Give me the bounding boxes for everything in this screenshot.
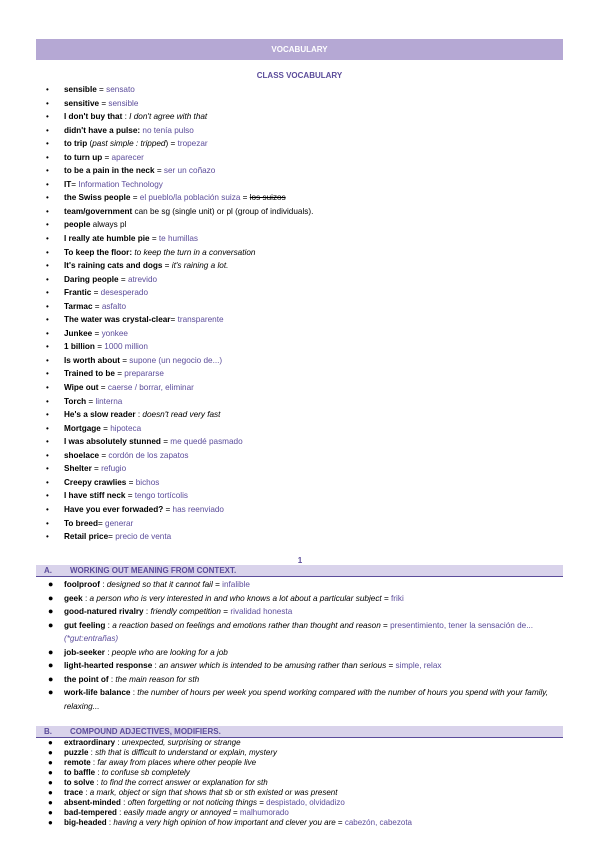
- separator: :: [120, 798, 128, 807]
- section-title: CLASS VOCABULARY: [256, 71, 343, 80]
- list-item: [48, 619, 568, 646]
- translation: asfalto: [101, 301, 126, 311]
- translation: supone (un negocio de...): [129, 355, 223, 365]
- section-b-list: [48, 738, 568, 828]
- term: the Swiss people: [64, 193, 131, 203]
- definition: easily made angry or annoyed: [123, 808, 231, 817]
- vocab-item: [44, 300, 564, 314]
- translation: Information Technology: [78, 179, 163, 189]
- translation: prepararse: [124, 369, 164, 379]
- definition: sth that is difficult to understand or explain, mystery: [95, 748, 277, 757]
- term: I don't buy that: [64, 112, 123, 122]
- bullet-icon: •: [46, 355, 49, 365]
- translation: sensible: [108, 98, 139, 108]
- bullet-icon: •: [46, 288, 49, 298]
- separator: :: [104, 647, 112, 657]
- separator: =: [102, 152, 112, 162]
- separator: =: [92, 328, 102, 338]
- vocabulary-list: [44, 83, 564, 544]
- bullet-icon: •: [46, 166, 49, 176]
- translation: precio de venta: [115, 532, 172, 542]
- separator: =: [91, 464, 102, 474]
- separator: :: [95, 768, 102, 777]
- bullet-icon: •: [46, 193, 49, 203]
- term: Junkee: [64, 328, 93, 338]
- term: absent-minded: [64, 798, 121, 807]
- term: people: [64, 220, 91, 230]
- term: Have you ever forwaded?: [64, 504, 164, 514]
- vocab-item: [44, 97, 564, 111]
- bullet-icon: •: [46, 179, 49, 189]
- definition: past simple : tripped: [92, 139, 166, 149]
- struck-translation: los suizos: [249, 193, 286, 203]
- translation: infalible: [222, 580, 250, 589]
- definition: designed so that it cannot fail: [106, 580, 213, 589]
- bullet-icon: ●: [48, 579, 54, 589]
- definition: to confuse sb completely: [101, 768, 190, 777]
- definition: I don't agree with that: [129, 112, 208, 122]
- bullet-icon: •: [46, 261, 49, 271]
- definition: having a very high opinion of how important and clever you are: [113, 818, 336, 827]
- translation: malhumorado: [239, 808, 289, 817]
- section-heading-text: WORKING OUT MEANING FROM CONTEXT.: [70, 566, 237, 575]
- vocab-item: [44, 449, 564, 463]
- vocab-item: [44, 340, 564, 354]
- bullet-icon: ●: [48, 646, 54, 657]
- term: remote: [64, 758, 91, 767]
- translation: linterna: [95, 396, 123, 406]
- vocab-item: [44, 313, 564, 327]
- translation: presentimiento, tener la sensación de...: [390, 620, 534, 630]
- definition: it's raining a lot.: [171, 261, 229, 271]
- translation: generar: [105, 518, 134, 528]
- term: To breed: [64, 518, 98, 528]
- vocab-item: [44, 286, 564, 300]
- term: He's a slow reader: [64, 410, 136, 420]
- separator: :: [115, 738, 122, 747]
- separator: =: [149, 234, 159, 244]
- list-item: [48, 798, 568, 808]
- separator: :: [116, 808, 124, 817]
- section-letter: B.: [44, 727, 52, 736]
- term: IT: [64, 179, 72, 189]
- translation: 1000 million: [104, 342, 148, 352]
- bullet-icon: ●: [48, 808, 53, 817]
- list-item: [48, 758, 568, 768]
- definition: unexpected, surprising or strange: [121, 738, 241, 747]
- term: big-headed: [64, 818, 107, 827]
- bullet-icon: •: [46, 423, 49, 433]
- separator: =: [126, 477, 136, 487]
- bullet-icon: •: [46, 139, 49, 149]
- page-number: 1: [297, 556, 303, 565]
- term: to be a pain in the neck: [64, 166, 155, 176]
- bullet-icon: ●: [48, 738, 53, 747]
- term: extraordinary: [64, 738, 116, 747]
- translation: tropezar: [177, 139, 208, 149]
- term: team/government: [64, 206, 133, 216]
- separator: =: [257, 798, 267, 807]
- separator: =: [97, 518, 106, 528]
- translation: bichos: [135, 477, 160, 487]
- bullet-icon: •: [46, 125, 49, 135]
- bullet-icon: ●: [48, 748, 53, 757]
- vocab-item: [44, 517, 564, 531]
- vocab-item: [44, 110, 564, 124]
- translation: sensato: [106, 85, 135, 94]
- vocab-item: [44, 164, 564, 178]
- vocab-item: [44, 462, 564, 476]
- section-b-heading: [36, 726, 563, 738]
- separator: =: [381, 593, 392, 603]
- list-item: [48, 818, 568, 828]
- separator: =: [99, 98, 109, 108]
- bullet-icon: ●: [48, 768, 53, 777]
- bullet-icon: •: [46, 383, 49, 393]
- definition: a mark, object or sign that shows that sb or sth existed or was present: [89, 788, 338, 797]
- separator: can be sg (single unit) or pl (group of individuals).: [132, 206, 314, 216]
- term: trace: [64, 788, 84, 797]
- vocab-item: [44, 327, 564, 341]
- separator: :: [135, 410, 143, 420]
- section-a-heading: [36, 565, 563, 577]
- term: I was absolutely stunned: [64, 437, 161, 447]
- separator: :: [105, 620, 113, 630]
- vocab-item: [44, 218, 564, 232]
- term: shoelace: [64, 450, 100, 460]
- vocab-item: [44, 422, 564, 436]
- definition: often forgetting or not noticing things: [127, 798, 257, 807]
- separator: =: [118, 274, 128, 284]
- bullet-icon: ●: [48, 660, 54, 670]
- term: I have stiff neck: [64, 491, 126, 501]
- term: sensible: [64, 85, 97, 94]
- bullet-icon: •: [46, 85, 49, 94]
- separator: =: [99, 450, 109, 460]
- bullet-icon: ●: [48, 592, 54, 603]
- term: the point of: [64, 674, 109, 684]
- separator: :: [106, 818, 114, 827]
- translation: simple, relax: [395, 661, 442, 670]
- list-item: [48, 578, 568, 592]
- bullet-icon: •: [46, 396, 49, 406]
- separator: :: [108, 674, 116, 684]
- separator: =: [86, 396, 96, 406]
- vocab-item: [44, 273, 564, 287]
- term: Trained to be: [64, 369, 115, 379]
- separator: :: [122, 112, 130, 122]
- separator: :: [99, 580, 107, 589]
- translation: transparente: [177, 315, 224, 325]
- bullet-icon: •: [46, 518, 49, 528]
- section-letter: A.: [44, 566, 52, 575]
- term: Shelter: [64, 464, 92, 474]
- term: To keep the floor:: [64, 247, 133, 257]
- separator: :: [90, 758, 98, 767]
- term: Is worth about: [64, 355, 120, 365]
- bullet-icon: •: [46, 234, 49, 244]
- separator: =: [92, 301, 102, 311]
- vocab-item: [44, 395, 564, 409]
- separator: :: [152, 661, 160, 670]
- term: Frantic: [64, 288, 92, 298]
- vocab-item: [44, 489, 564, 503]
- definition: far away from places where other people live: [97, 758, 257, 767]
- bullet-icon: •: [46, 152, 49, 162]
- vocab-item: [44, 83, 564, 97]
- bullet-icon: ●: [48, 758, 53, 767]
- list-item: [48, 738, 568, 748]
- separator: =: [160, 437, 171, 447]
- definition: to keep the turn in a conversation: [134, 247, 256, 257]
- separator: =: [91, 288, 101, 298]
- vocab-item: [44, 530, 564, 544]
- term: puzzle: [64, 748, 89, 757]
- translation: el pueblo/la población suiza: [139, 193, 241, 203]
- separator: =: [163, 504, 173, 514]
- term: Mortgage: [64, 423, 101, 433]
- translation: tengo tortícolis: [134, 491, 189, 501]
- vocab-item: [44, 503, 564, 517]
- term: Torch: [64, 396, 87, 406]
- list-item: [48, 646, 568, 660]
- term: The water was crystal-clear: [64, 315, 171, 325]
- translation: rivalidad honesta: [230, 607, 293, 616]
- term: gut feeling: [64, 620, 106, 630]
- vocab-item: [44, 381, 564, 395]
- translation: te humillas: [158, 234, 199, 244]
- translation: desesperado: [100, 288, 148, 298]
- term: to baffle: [64, 768, 96, 777]
- separator: :: [88, 748, 96, 757]
- term: job-seeker: [64, 647, 105, 657]
- separator: =: [230, 808, 240, 817]
- definition: a reaction based on feelings and emotions rather than thought and reason: [112, 620, 381, 630]
- bullet-icon: •: [46, 532, 49, 542]
- separator: =: [170, 315, 178, 325]
- separator: :: [82, 593, 90, 603]
- term: good-natured rivalry: [64, 607, 144, 616]
- term: to solve: [64, 778, 95, 787]
- term: bad-tempered: [64, 808, 117, 817]
- bullet-icon: •: [46, 450, 49, 460]
- separator: =: [380, 620, 391, 630]
- definition: doesn't read very fast: [142, 410, 221, 420]
- separator: :: [130, 688, 138, 697]
- list-item: [48, 808, 568, 818]
- list-item: [48, 778, 568, 788]
- definition: people who are looking for a job: [111, 647, 228, 657]
- document-title: VOCABULARY: [36, 39, 563, 60]
- bullet-icon: •: [46, 464, 49, 474]
- bullet-icon: •: [46, 504, 49, 514]
- list-item: [48, 788, 568, 798]
- list-item: [48, 768, 568, 778]
- vocab-item: [44, 354, 564, 368]
- term: Tarmac: [64, 301, 93, 311]
- vocab-item: [44, 246, 564, 260]
- term: foolproof: [64, 580, 100, 589]
- separator: :: [143, 607, 151, 616]
- term: Creepy crawlies: [64, 477, 127, 487]
- list-item: [48, 592, 568, 606]
- bullet-icon: •: [46, 315, 49, 325]
- translation: aparecer: [111, 152, 144, 162]
- bullet-icon: ●: [48, 778, 53, 787]
- bullet-icon: ●: [48, 619, 54, 630]
- separator: =: [386, 661, 396, 670]
- separator: =: [130, 193, 140, 203]
- term: work-life balance: [64, 688, 131, 697]
- bullet-icon: ●: [48, 687, 54, 697]
- vocab-item: [44, 232, 564, 246]
- extra-note: (*gut:entrañas): [64, 634, 119, 643]
- bullet-icon: •: [46, 369, 49, 379]
- term: Retail price: [64, 532, 109, 542]
- vocab-item: [44, 367, 564, 381]
- translation: has reenviado: [172, 504, 224, 514]
- list-item: [48, 605, 568, 619]
- translation: no tenía pulso: [142, 125, 194, 135]
- separator: :: [83, 788, 90, 797]
- term: geek: [64, 593, 83, 603]
- bullet-icon: •: [46, 274, 49, 284]
- separator: =: [100, 423, 111, 433]
- translation: friki: [391, 593, 404, 603]
- separator: =: [96, 85, 107, 94]
- bullet-icon: •: [46, 410, 49, 420]
- definition: to find the correct answer or explanation for sth: [100, 778, 268, 787]
- definition: a person who is very interested in and who knows a lot about a particular subject: [89, 593, 382, 603]
- translation: refugio: [101, 464, 127, 474]
- separator: =: [119, 355, 130, 365]
- bullet-icon: •: [46, 247, 49, 257]
- term: light-hearted response: [64, 661, 153, 670]
- translation: caerse / borrar, eliminar: [107, 383, 194, 393]
- separator: =: [221, 607, 231, 616]
- translation: hipoteca: [110, 423, 142, 433]
- bullet-icon: •: [46, 112, 49, 122]
- vocab-item: [44, 408, 564, 422]
- definition: an answer which is intended to be amusing rather than serious: [159, 661, 387, 670]
- bullet-icon: •: [46, 206, 49, 216]
- separator: =: [212, 580, 223, 589]
- translation: me quedé pasmado: [170, 437, 243, 447]
- vocab-item: [44, 476, 564, 490]
- bullet-icon: •: [46, 342, 49, 352]
- bullet-icon: ●: [48, 788, 53, 797]
- separator: =: [114, 369, 125, 379]
- vocab-item: [44, 151, 564, 165]
- translation: cordón de los zapatos: [108, 450, 189, 460]
- translation: atrevido: [127, 274, 158, 284]
- separator: =: [125, 491, 135, 501]
- bullet-icon: ●: [48, 818, 53, 827]
- vocab-item: [44, 178, 564, 192]
- translation: ser un coñazo: [163, 166, 216, 176]
- definition: friendly competition: [150, 607, 221, 616]
- separator: =: [335, 818, 345, 827]
- bullet-icon: ●: [48, 798, 53, 807]
- vocab-item: [44, 435, 564, 449]
- separator: =: [162, 261, 172, 271]
- vocab-item: [44, 259, 564, 273]
- list-item: [48, 686, 568, 713]
- separator: always pl: [90, 220, 127, 230]
- term: It's raining cats and dogs: [64, 261, 163, 271]
- term: 1 billion: [64, 342, 95, 352]
- separator: =: [71, 179, 79, 189]
- term: didn't have a pulse:: [64, 125, 141, 135]
- bullet-icon: ●: [48, 606, 54, 616]
- list-item: [48, 748, 568, 758]
- separator: ) =: [165, 139, 178, 149]
- term: to trip: [64, 139, 88, 149]
- bullet-icon: •: [46, 437, 49, 447]
- separator: =: [98, 383, 108, 393]
- bullet-icon: ●: [48, 673, 54, 684]
- section-a-list: [48, 578, 568, 713]
- bullet-icon: •: [46, 491, 49, 501]
- separator: =: [154, 166, 164, 176]
- bullet-icon: •: [46, 477, 49, 487]
- vocab-item: [44, 124, 564, 138]
- bullet-icon: •: [46, 328, 49, 338]
- vocab-item: [44, 205, 564, 219]
- bullet-icon: •: [46, 220, 49, 230]
- term: Daring people: [64, 274, 119, 284]
- bullet-icon: •: [46, 98, 49, 108]
- separator: (: [87, 139, 93, 149]
- list-item: [48, 659, 568, 673]
- section-heading-text: COMPOUND ADJECTIVES, MODIFIERS.: [70, 727, 221, 736]
- definition: the number of hours per week you spend working compared with the number of hours you spend with your family, relaxing...: [64, 688, 549, 711]
- list-item: [48, 673, 568, 687]
- translation: despistado, olvidadizo: [266, 798, 345, 807]
- separator: =: [108, 532, 116, 542]
- separator: :: [94, 778, 101, 787]
- term: Wipe out: [64, 383, 99, 393]
- term: to turn up: [64, 152, 103, 162]
- separator: =: [94, 342, 105, 352]
- term: sensitive: [64, 98, 100, 108]
- bullet-icon: •: [46, 301, 49, 311]
- vocab-item: • the Swiss people = el pueblo/la población suiza = los suizos: [44, 191, 564, 205]
- translation: yonkee: [101, 328, 128, 338]
- term: I really ate humble pie: [64, 234, 150, 244]
- vocab-item: [44, 137, 564, 151]
- definition: the main reason for sth: [115, 674, 200, 684]
- translation: cabezón, cabezota: [344, 818, 412, 827]
